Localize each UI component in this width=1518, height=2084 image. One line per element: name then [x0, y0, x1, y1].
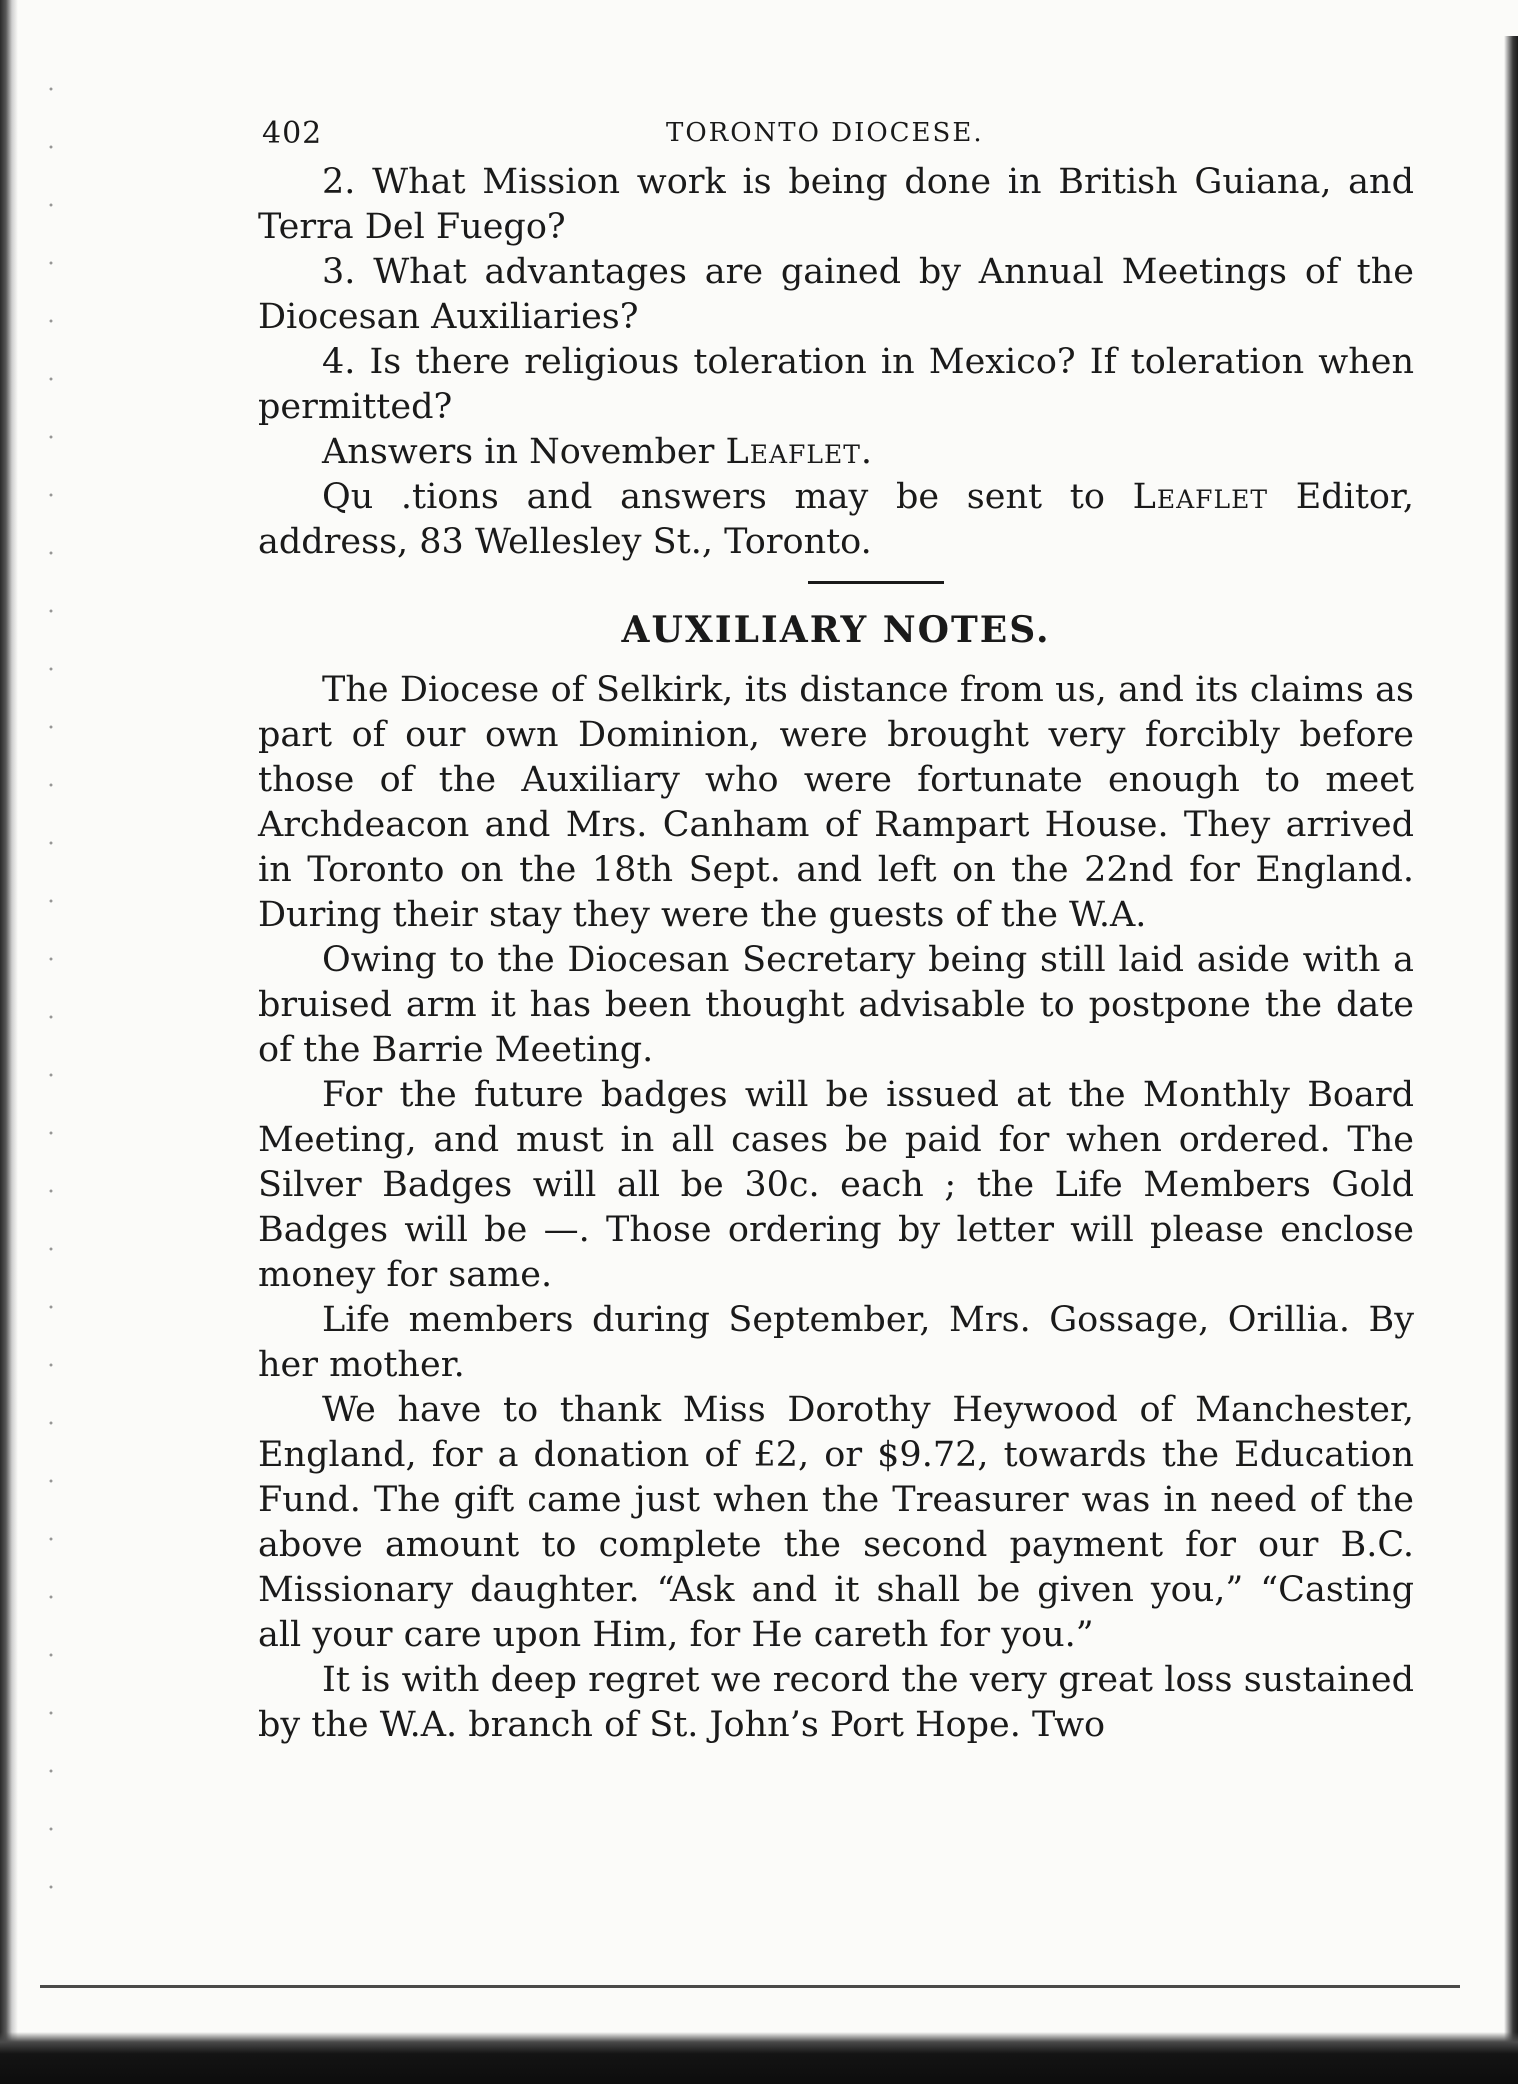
note-paragraph-6: It is with deep regret we record the very great loss sustained by the W.A. branch of St. John’s Port Hope. Two: [258, 1660, 1414, 1745]
send-leaflet: Leaflet: [1132, 477, 1269, 517]
question-2: 2. What Mission work is being done in British Guiana, and Terra Del Fuego?: [258, 162, 1414, 247]
question-3: 3. What advantages are gained by Annual Meetings of the Diocesan Auxiliaries?: [258, 252, 1414, 337]
answers-prefix: Answers in November: [322, 432, 726, 472]
scan-bottom-edge: [0, 2032, 1518, 2084]
send-line: [258, 475, 1414, 565]
answers-line: [258, 430, 1414, 475]
section-divider: [808, 581, 944, 584]
scan-left-edge: [0, 0, 18, 2084]
scan-left-specks: [40, 60, 62, 1920]
send-prefix: Qu .tions and answers may be sent to: [322, 477, 1133, 517]
scan-bottom-line: [40, 1985, 1460, 1988]
note-paragraph-3: For the future badges will be issued at the Monthly Board Meeting, and must in all cases be paid for when ordered. The Silver Badges will all be 30c. each ; the Life Members Gold Badges will be —. Those ordering by letter will please enclose money for same.: [258, 1075, 1414, 1295]
section-title: AUXILIARY NOTES.: [621, 609, 1051, 651]
page-header: [258, 108, 1414, 160]
note-paragraph-1: The Diocese of Selkirk, its distance from us, and its claims as part of our own Dominion, were brought very forcibly before those of the Auxiliary who were fortunate enough to meet Archdeacon and Mrs. Canham of Rampart House. They arrived in Toronto on the 18th Sept. and left on the 22nd for England. During their stay they were the guests of the W.A.: [258, 670, 1414, 935]
send-suffix: Editor, address, 83 Wellesley St., Toronto.: [258, 477, 1415, 562]
page-text-block: [258, 108, 1414, 1748]
question-4: 4. Is there religious toleration in Mexico? If toleration when permitted?: [258, 342, 1414, 427]
note-paragraph-2: Owing to the Diocesan Secretary being still laid aside with a bruised arm it has been thought advisable to postpone the date of the Barrie Meeting.: [258, 940, 1414, 1070]
scan-right-edge: [1504, 36, 1518, 2084]
note-paragraph-4: Life members during September, Mrs. Gossage, Orillia. By her mother.: [258, 1300, 1414, 1385]
answers-leaflet: Leaflet.: [725, 432, 874, 472]
running-head: TORONTO DIOCESE.: [666, 118, 984, 148]
page-number: 402: [262, 116, 323, 151]
note-paragraph-5: We have to thank Miss Dorothy Heywood of Manchester, England, for a donation of £2, or $9.72, towards the Education Fund. The gift came just when the Treasurer was in need of the above amount to complete the second payment for our B.C. Missionary daughter. “Ask and it shall be given you,” “Casting all your care upon Him, for He careth for you.”: [258, 1390, 1414, 1655]
